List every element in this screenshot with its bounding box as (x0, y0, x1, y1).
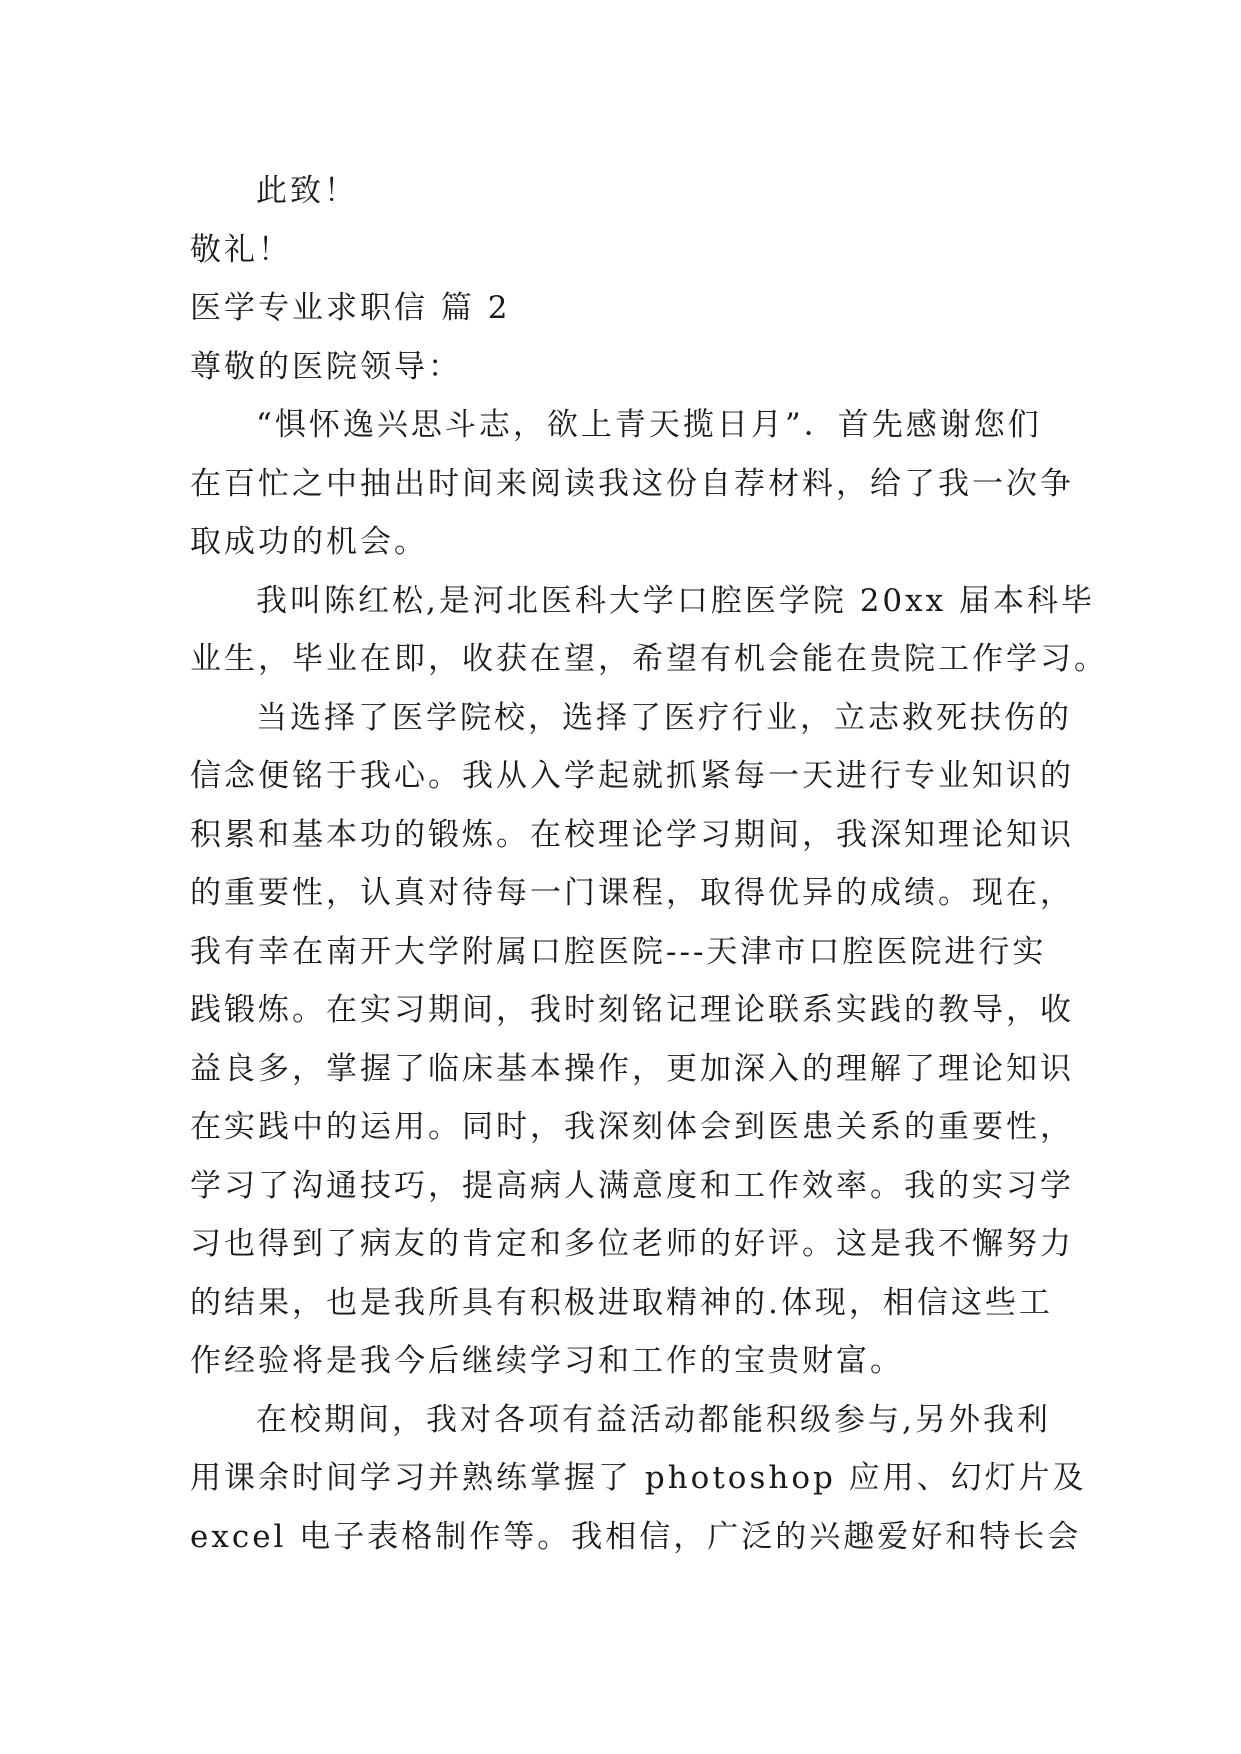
body-line: 当选择了医学院校，选择了医疗行业，立志救死扶伤的 (256, 699, 1072, 736)
body-line: 学习了沟通技巧，提高病人满意度和工作效率。我的实习学 (190, 1167, 1074, 1204)
body-line: 业生，毕业在即，收获在望，希望有机会能在贵院工作学习。 (190, 641, 1108, 677)
greeting: 尊敬的医院领导： (190, 348, 462, 385)
body-line: 取成功的机会。 (190, 524, 428, 560)
section-title: 医学专业求职信 篇 2 (190, 290, 511, 326)
body-line: 习也得到了病友的肯定和多位老师的好评。这是我不懈努力 (190, 1226, 1074, 1262)
body-line: 我有幸在南开大学附属口腔医院---天津市口腔医院进行实 (190, 933, 1047, 970)
body-line: 的重要性，认真对待每一门课程，取得优异的成绩。现在， (190, 875, 1074, 911)
body-line: 益良多，掌握了临床基本操作，更加深入的理解了理论知识 (190, 1050, 1074, 1087)
body-line: 在实践中的运用。同时，我深刻体会到医患关系的重要性， (190, 1109, 1074, 1145)
salutation-closing: 敬礼！ (190, 231, 292, 268)
letter-body (190, 162, 1108, 1566)
closing-line: 此致！ (256, 173, 358, 209)
body-line: 用课余时间学习并熟练掌握了 photoshop 应用、幻灯片及 (190, 1460, 1087, 1496)
body-line: 在百忙之中抽出时间来阅读我这份自荐材料，给了我一次争 (190, 465, 1074, 502)
body-line: 在校期间，我对各项有益活动都能积级参与,另外我利 (256, 1401, 1051, 1438)
body-line: 作经验将是我今后继续学习和工作的宝贵财富。 (190, 1343, 904, 1379)
body-line: 践锻炼。在实习期间，我时刻铭记理论联系实践的教导，收 (190, 992, 1074, 1028)
body-line: 信念便铭于我心。我从入学起就抓紧每一天进行专业知识的 (190, 758, 1074, 794)
body-line: 积累和基本功的锻炼。在校理论学习期间，我深知理论知识 (190, 816, 1074, 853)
body-line: excel 电子表格制作等。我相信，广泛的兴趣爱好和特长会 (190, 1518, 1082, 1555)
body-line: 的结果，也是我所具有积极进取精神的.体现，相信这些工 (190, 1284, 1053, 1321)
body-line: 我叫陈红松,是河北医科大学口腔医学院 20xx 届本科毕 (256, 582, 1095, 619)
body-line: “惧怀逸兴思斗志，欲上青天揽日月”．首先感谢您们 (256, 407, 1042, 443)
